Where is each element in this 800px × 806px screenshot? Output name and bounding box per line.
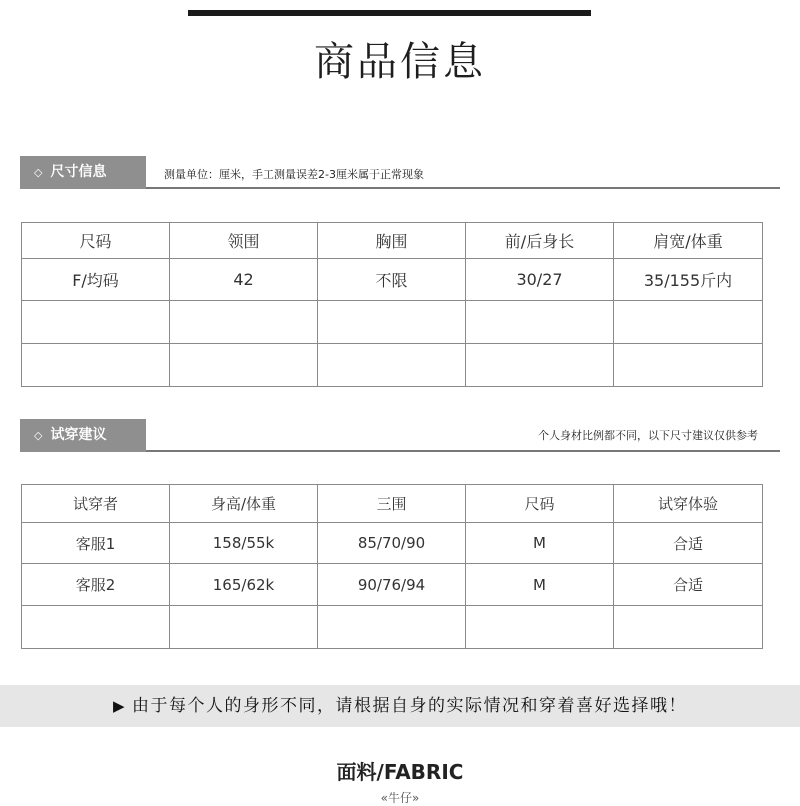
- fit-header-cell: 尺码: [466, 485, 614, 523]
- fit-section-rule: [146, 450, 780, 452]
- table-cell: [318, 301, 466, 344]
- table-cell: 85/70/90: [318, 523, 466, 564]
- size-table: [21, 222, 763, 387]
- table-cell: [170, 344, 318, 387]
- table-cell: 42: [170, 259, 318, 301]
- table-cell: 不限: [318, 259, 466, 301]
- size-header-cell: 尺码: [22, 223, 170, 259]
- table-row: [22, 344, 763, 387]
- table-cell: [614, 344, 763, 387]
- table-cell: M: [466, 523, 614, 564]
- fit-header-cell: 试穿体验: [614, 485, 763, 523]
- advice-banner-text: 由于每个人的身形不同，请根据自身的实际情况和穿着喜好选择哦！: [132, 696, 688, 716]
- table-cell: [22, 301, 170, 344]
- table-cell: [170, 301, 318, 344]
- fit-header-cell: 身高/体重: [170, 485, 318, 523]
- fit-section-note: 个人身材比例都不同，以下尺寸建议仅供参考: [538, 429, 758, 442]
- table-row: [22, 259, 763, 301]
- table-cell: [614, 301, 763, 344]
- table-row: [22, 606, 763, 649]
- fit-header-cell: 三围: [318, 485, 466, 523]
- size-section-rule: [146, 187, 780, 189]
- table-row: [22, 523, 763, 564]
- fabric-heading: 面料/FABRIC: [336, 760, 464, 784]
- table-cell: [318, 606, 466, 649]
- fit-table: [21, 484, 763, 649]
- fit-section-title: 试穿建议: [50, 427, 107, 443]
- table-cell: [170, 606, 318, 649]
- table-cell: 合适: [614, 523, 763, 564]
- table-cell: [614, 606, 763, 649]
- fabric-subheading: «牛仔»: [380, 791, 420, 805]
- table-cell: 35/155斤内: [614, 259, 763, 301]
- table-cell: 30/27: [466, 259, 614, 301]
- table-cell: M: [466, 564, 614, 606]
- right-triangle-icon: ▶: [112, 697, 127, 715]
- size-header-cell: 领围: [170, 223, 318, 259]
- size-section-note: 测量单位：厘米，手工测量误差2-3厘米属于正常现象: [164, 168, 424, 181]
- table-cell: [466, 301, 614, 344]
- page-title: 商品信息: [314, 39, 486, 85]
- diamond-icon: ◇: [34, 166, 43, 179]
- table-cell: 客服1: [22, 523, 170, 564]
- fit-header-cell: 试穿者: [22, 485, 170, 523]
- table-cell: [22, 344, 170, 387]
- fit-section-label: [20, 419, 146, 452]
- title-top-bar: [188, 10, 591, 16]
- table-cell: 165/62k: [170, 564, 318, 606]
- size-header-cell: 肩宽/体重: [614, 223, 763, 259]
- table-cell: [466, 344, 614, 387]
- table-cell: [466, 606, 614, 649]
- size-header-cell: 胸围: [318, 223, 466, 259]
- table-row: [22, 301, 763, 344]
- table-row: [22, 564, 763, 606]
- size-section-label: [20, 156, 146, 189]
- table-cell: 158/55k: [170, 523, 318, 564]
- advice-banner: [0, 685, 800, 727]
- size-section-title: 尺寸信息: [50, 164, 107, 180]
- table-cell: 合适: [614, 564, 763, 606]
- size-table-header-row: [22, 223, 763, 259]
- fit-table-header-row: [22, 485, 763, 523]
- table-cell: [318, 344, 466, 387]
- table-cell: [22, 606, 170, 649]
- table-cell: 客服2: [22, 564, 170, 606]
- table-cell: F/均码: [22, 259, 170, 301]
- size-header-cell: 前/后身长: [466, 223, 614, 259]
- table-cell: 90/76/94: [318, 564, 466, 606]
- diamond-icon: ◇: [34, 429, 43, 442]
